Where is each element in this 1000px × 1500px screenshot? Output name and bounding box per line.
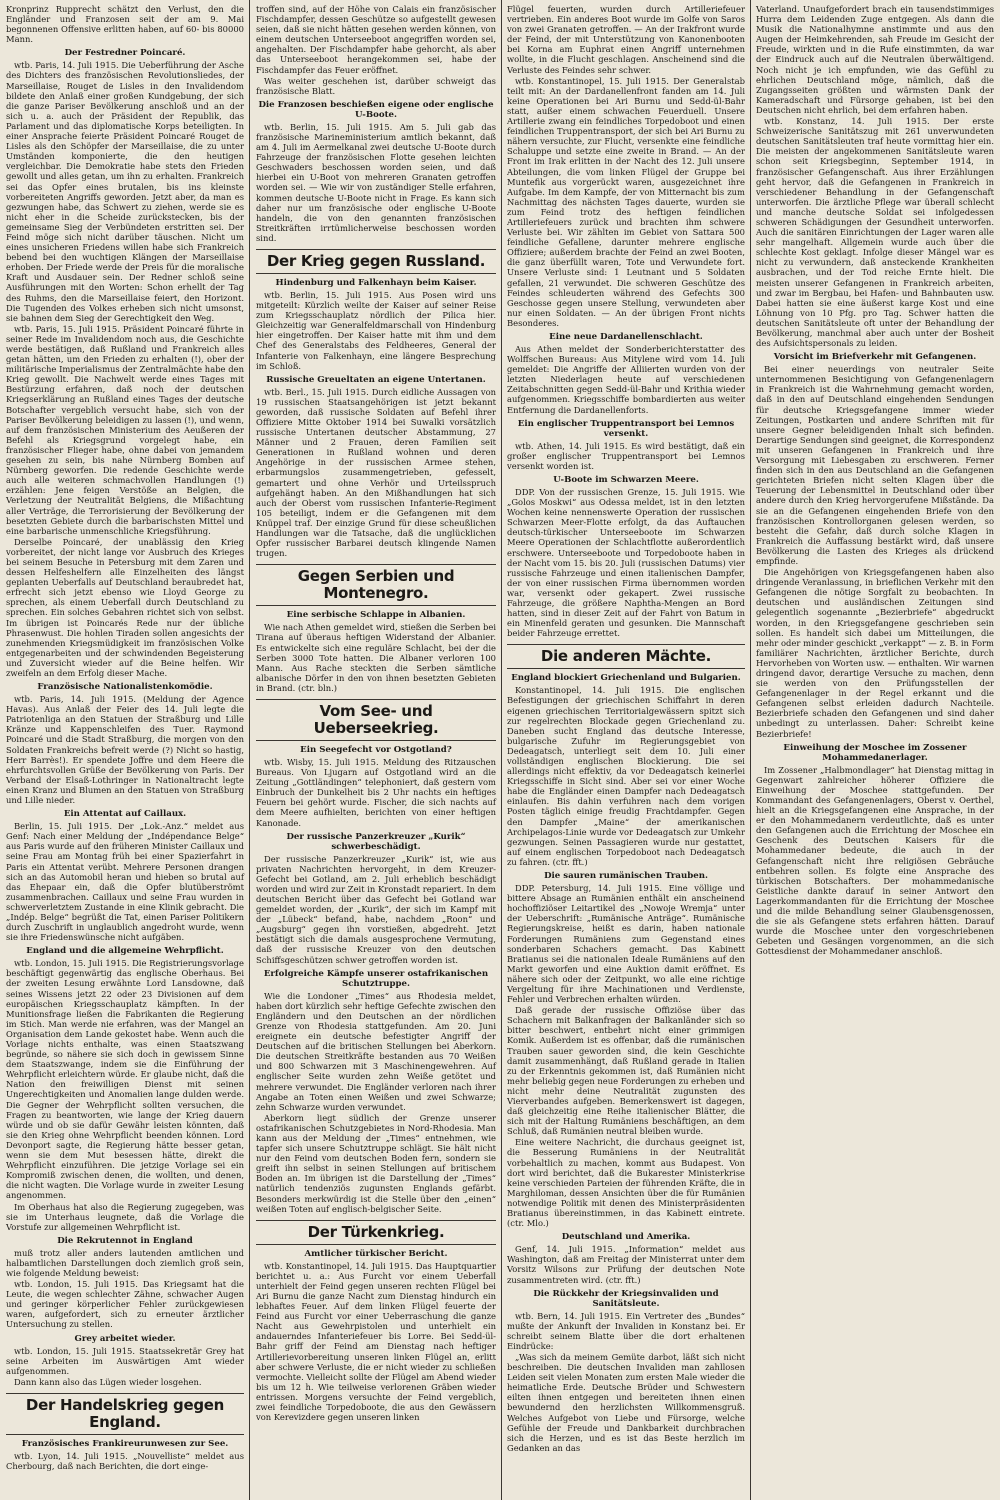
- article-headline: Erfolgreiche Kämpfe unserer ostafrikanischen Schutztruppe.: [263, 968, 489, 989]
- article-headline: U-Boote im Schwarzen Meere.: [553, 474, 699, 485]
- article-paragraph: troffen sind, auf der Höhe von Calais ein französischer Fischdampfer, dessen Geschütze so aufgestellt gewesen seien, daß sie nicht hätten gesehen werden können, von einem deutschen Unterseeboot angegriffen worden sei, angehalten. Der Fischdampfer habe gehorcht, als aber das Unterseeboot herangekommen sei, habe der Fischdampfer das Feuer eröffnet.: [256, 4, 496, 75]
- article-paragraph: wtb. Konstanz, 14. Juli 1915. Der erste Schweizerische Sanitätszug mit 261 unverwundeten deutschen Sanitätsleuten traf heute vormittag hier ein. Die meisten der angekommenen Sanitätsleute waren schon seit Kriegsbeginn, September 1914, in französischer Gefangenschaft. Aus ihrer Erzählungen geht hervor, daß die Gefangenen in Frankreich in verschiedener Behandlung in der Gefangenschaft unterworfen. Die ärztliche Pflege war überall schlecht und manche deutsche Soldat sei infolgedessen schweren Schädigungen der Gesundheit unterworfen. Auch die sanitären Einrichtungen der Lager waren alle sehr mangelhaft. Allgemein wurde auch über die schlechte Kost geklagt. Infolge dieser Mängel war es nicht zu verwundern, daß ansteckende Krankheiten ausbrachen, und der Tod reiche Ernte hielt. Die meisten unserer Gefangenen in Frankreich arbeiten, und zwar im Bergbau, bei Hafen- und Bahnbauten usw. Dabei hatten sie eine äußerst karge Kost und eine Löhnung von 10 Pfg. pro Tag. Schwer hatten die deutschen Sanitätsleute oft unter der Behandlung der Bevölkerung, manchmal aber auch unter der Bosheit des Aufsichtspersonals zu leiden.: [756, 116, 994, 349]
- article-paragraph: Bei einer neuerdings von neutraler Seite unternommenen Besichtigung von Gefangenenlagern in Frankreich ist die Wahrnehmung gemacht worden, daß in den auf Deutschland eingehenden Sendungen für deutsche Kriegsgefangene immer wieder Zeitungen, Postkarten und andere Schriften mit für unsere Gegner beleidigenden Inhalt sich befinden. Derartige Sendungen sind geeignet, die Korrespondenz mit unseren Gefangenen in Frankreich und ihre Versorgung mit Liebesgaben zu erschweren. Ferner finden sich in den aus Deutschland an die Gefangenen gerichteten Briefen nicht selten Klagen über die Teuerung der Lebensmittel in Deutschland oder über andere durch den Krieg hervorgerufene Mißstände. Da sie an die Gefangenen eingehenden Briefe von den französischen Kontrollorganen gelesen werden, so besteht die Gefahr, daß durch solche Klagen in Frankreich die Auffassung bestärkt wird, daß unsere Bevölkerung die Lasten des Krieges als drückend empfinde.: [756, 364, 994, 566]
- section-heading: Vom See- und Ueberseekrieg.: [256, 699, 496, 741]
- article-headline: Grey arbeitet wieder.: [74, 1333, 176, 1344]
- article-paragraph: Im Zossener „Halbmondlager“ hat Dienstag mittag in Gegenwart zahlreicher höherer Offiziere die Einweihung der Moschee stattgefunden. Der Kommandant des Gefangenenlagers, Oberst v. Oerthel, hielt an die Kriegsgefangenen eine Ansprache, in der er den Mohammedanern verdeutlichte, daß es unter den Gefangenen auch die Errichtung der Moschee ein Geschenk des Deutschen Kaisers für die Mohammedaner bedeute, die auch in der Gefangenschaft nicht ihre religiösen Gebräuche entbehren sollen. Es folgte eine Ansprache des türkischen Botschafters. Der mohammedanische Geistliche dankte darauf in seiner Antwort den Lagerkommandanten für die Errichtung der Moschee und die milde Behandlung seiner Glaubensgenossen, die sie als Gefangene stets erfahren hätten. Darauf wurde die Moschee unter den vorgeschriebenen Gebeten und Gesängen vorgenommen, an die sich Gottesdienst der Mohammedaner anschloß.: [756, 764, 994, 957]
- article-paragraph: Die Angehörigen von Kriegsgefangenen haben also dringende Veranlassung, in brieflichen Verkehr mit den Gefangenen die nötige Sorgfalt zu beobachten. In deutschen und ausländischen Zeitungen sind gelegentlich sogenannte „Bezierbriefe“ abgedruckt worden, in den Kriegsgefangene geschrieben sein sollen. Es handelt sich dabei um Mitteilungen, die mehr oder minder geschickt „verkappt“ — z. B. in Form familiärer Nachrichten, ärztlicher Berichte, durch Hervorheben von Worten usw. — enthalten. Wir warnen dringend davor, derartige Versuche zu machen, denn sie werden von den Prüfungsstellen der Gefangenenlager in der Regel erkannt und die Gefangenen selbst erleiden dadurch Nachteile. Bezierbriefe schaden den Gefangenen und sind daher unbedingt zu unterlassen. Daher: Schreibt keine Bezierbriefe!: [756, 567, 994, 739]
- article-paragraph: Eine weitere Nachricht, die durchaus geeignet ist, die Besserung Rumäniens in der Neutralität vorbehaltlich zu machen, kommt aus Budapest. Von dort wird berichtet, daß die Bukarester Ministerkrise keine verschieden Parteien der führenden Kräfte, die in Marghiloman, dessen Ansichten über die für Rumänien notwendige Politik mit denen des Ministerpräsidenten Bratianus übereinstimmen, in das Kabinett eintrete. (ctr. Mlo.): [507, 1137, 745, 1229]
- article-paragraph: wtb. Berl., 15. Juli 1915. Durch eidliche Aussagen von 19 russischen Staatsangehörigen ist jetzt bekannt geworden, daß russische Soldaten auf Befehl ihrer Offiziere Mitte Oktober 1914 bei Suwalki vorsätzlich russische Untertanen deutscher Abstammung, 27 Männer und 2 Frauen, deren Familien seit Generationen in Rußland wohnen und deren Angehörige in der russischen Armee stehen, erbarmungslos zusammengetrieben, gefesselt, gemartert und ohne Verhör und Urteilsspruch aufgehängt haben. An den Mißhandlungen hat sich auch der Oberst vom russischen Infanterie-Regiment 105 beteiligt, indem er die Gefangenen mit dem Knüppel traf. Der einzige Grund für diese scheußlichen Handlungen war die Tatsache, daß die unglücklichen Opfer russischer Barbarei deutsch klingende Namen trugen.: [256, 386, 496, 559]
- article-paragraph: wtb. Paris, 14. Juli 1915. Die Ueberführung der Asche des Dichters des französischen Revolutionsliedes, der Marseillaise, Rouget de Lisles in den Invalidendom bildete den Anlaß einer großen Kundgebung, der sich die ganze Pariser Bevölkerung anschloß und an der sich u. a. auch der Präsident der Republik, das Parlament und das diplomatische Korps beteiligten. In einer Ansprache feierte Präsident Poincaré Rouget de Lisles als den Schöpfer der Marseillaise, die zu unter Umständen komponierte, die den heutigen vergleichbar. Die Demokratie habe stets den Frieden gewollt und alles getan, um ihn zu erhalten. Frankreich sei das Opfer eines brutalen, bis ins kleinste vorbereiteten Angriffs geworden. Jetzt aber, da man es gezwungen habe, das Schwert zu ziehen, werde sie es nicht eher in die Scheide zurückstecken, bis der gemeinsame Sieg der Verbündeten erstritten sei. Der Feind möge sich nicht darüber täuschen. Nicht um eines unsicheren Friedens willen habe sich Frankreich bebend bei den wuchtigen Klängen der Marseillaise erhoben. Der Friede werde der Preis für die moralische Kraft und Ausdauer sein. Der Redner schloß seine Ausführungen mit den Worten: Schon erhellt der Tag des Ruhms, den die Marseillaise feiert, den Horizont. Die Tugenden des Volkes erheben sich nicht umsonst, sie bahnen dem Sieg der Gerechtigkeit den Weg.: [6, 60, 244, 323]
- column-rule: [750, 0, 751, 1500]
- article-headline: Die Rekrutennot in England: [57, 1235, 193, 1246]
- article-headline: Die sauren rumänischen Trauben.: [544, 871, 708, 882]
- article-headline: Ein englischer Truppentransport bei Lemnos versenkt.: [517, 418, 735, 439]
- article-paragraph: Dann kann also das Lügen wieder losgehen.: [14, 1376, 202, 1387]
- article-paragraph: wtb. Berlin, 15. Juli 1915. Aus Posen wird uns mitgeteilt: Kürzlich weilte der Kaiser auf seiner Reise zum Kriegsschauplatz nördlich der Pilica hier. Gleichzeitig war Generalfeldmarschall von Hindenburg hier eingetroffen. Der Kaiser hatte mit ihm und dem Chef des Generalstabs des Feldheeres, General der Infanterie von Falkenhayn, eine längere Besprechung im Schloß.: [256, 289, 496, 371]
- article-paragraph: wtb. Athen, 14. Juli 1915. Es wird bestätigt, daß ein großer englischer Truppentransport bei Lemnos versenkt worden ist.: [507, 440, 745, 471]
- column-rule: [249, 0, 250, 1500]
- section-heading: Der Krieg gegen Russland.: [256, 249, 496, 274]
- article-headline: Der russische Panzerkreuzer „Kurik“ schwerbeschädigt.: [286, 831, 466, 852]
- article-paragraph: Der russische Panzerkreuzer „Kurik“ ist, wie aus privaten Nachrichten hervorgeht, in dem Kreuzer-Gefecht bei Gotland, am 2. Juli erheblich beschädigt worden und wird zur Zeit in Kronstadt repariert. In dem deutschen Bericht über das Gefecht bei Gotland war gemeldet worden, der „Kurik“, der sich im Kampf mit der „Lübeck“ befand, habe, nachdem „Roon“ und „Augsburg“ gegen ihn vorstießen, abgedreht. Jetzt bestätigt sich die damals ausgesprochene Vermutung, daß der russische Kreuzer von den deutschen Schiffsgeschützen schwer getroffen worden ist.: [256, 853, 496, 965]
- article-paragraph: wtb. London, 15. Juli 1915. Das Kriegsamt hat die Leute, die wegen schlechter Zähne, schwacher Augen und geringer körperlicher Fehler zurückgewiesen waren, aufgefordert, sich zu erneuter ärztlicher Untersuchung zu stellen.: [6, 1279, 244, 1330]
- article-headline: England und die allgemeine Wehrpflicht.: [26, 946, 224, 957]
- article-paragraph: Genf, 14. Juli 1915. „Information“ meldet aus Washington, daß am Freitag der Ministerrat unter dem Vorsitz Wilsons zur Prüfung der deutschen Note zusammentreten wird. (ctr. fft.): [507, 1244, 745, 1285]
- article-paragraph: muß trotz aller anders lautenden amtlichen und halbamtlichen Darstellungen doch ziemlich groß sein, wie folgende Meldung beweist:: [6, 1247, 244, 1278]
- article-paragraph: wtb. Bern, 14. Juli 1915. Ein Vertreter des „Bundes“ mußte der Ankunft der Invaliden in Konstanz bei. Er schreibt seinem Blatte über die dort erhaltenen Eindrücke:: [507, 1310, 745, 1351]
- article-headline: Französische Nationalistenkomödie.: [37, 682, 213, 693]
- article-headline: England blockiert Griechenland und Bulgarien.: [511, 673, 741, 684]
- article-paragraph: wtb. London, 15. Juli 1915. Die Registrierungsvorlage beschäftigt gegenwärtig das englische Oberhaus. Bei der zweiten Lesung erwähnte Lord Lansdowne, daß seines Wissens jetzt 22 oder 23 Divisionen auf dem europäischen Kriegsschauplatz kämpften. In der Munitionsfrage ließen die Fabrikanten die Regierung im Stich. Man werde nie erfahren, was der Mangel an Organisation dem Lande gekostet habe. Wenn auch die Vorlage nichts enthalte, was einen Staatszwang begründe, so nähere sie sich doch in gewissem Sinne dem Staatszwange, indem sie die Einführung der Wehrpflicht erleichtern würde. Er glaube nicht, daß die Nation den freiwilligen Dienst mit seinen Ungerechtigkeiten und Anomalien lange dulden werde. Die Gegner der Wehrpflicht sollten versuchen, die Fragen zu beantworten, wie lange der Krieg dauern würde und ob sie dafür Gewähr leisten könnten, daß sie den Krieg ohne Wehrpflicht beenden können. Lord Devonport sagte, die Regierung hätte besser getan, wenn sie dem Mut besessen hätte, direkt die Wehrpflicht einzuführen. Die jetzige Vorlage sei ein Kompromiß zwischen denen, die wollten, und denen, die nicht wagten. Die Vorlage wurde in zweiter Lesung angenommen.: [6, 958, 244, 1201]
- article-paragraph: wtb. Lyon, 14. Juli 1915. „Nouvelliste“ meldet aus Cherbourg, daß nach Berichten, die dort einge-: [6, 1450, 244, 1471]
- article-paragraph: Konstantinopel, 14. Juli 1915. Die englischen Befestigungen der griechischen Schiffahrt in deren eigenen griechischen Territorialgewässern spitzt sich zur regelrechten Blockade gegen Griechenland zu. Daneben sucht England das deutsche Interesse, bulgarische Zufuhr im Regierungsgebiet von Dedeagatsch, unterliegt seit dem 10. Juli einer vollständigen englischen Blockierung. Die sei allerdings nicht effektiv, da vor Dedeagatsch keinerlei Kriegsschiffe in Sicht sind. Aber sei vor einer Woche habe die Engländer einen Dampfer nach Dedeagatsch einlaufen. Bis dahin verfuhren nach dem vorigen Posten täglich einige freudig Frachtdampfer. Gegen den Dampfer „Maine“ der amerikanischen Archipelagos-Linie wurde vor Dedeagatsch zur Umkehr gezwungen. Seinen Passagieren wurde nur gestattet, auf einem englischen Torpedoboot nach Dedeagatsch zu fahren. (ctr. fft.): [507, 685, 745, 867]
- article-paragraph: wtb. Konstantinopel, 15. Juli 1915. Der Generalstab teilt mit: An der Dardanellenfront fanden am 14. Juli keine Operationen bei Ari Burnu und Sedd-ül-Bahr statt, außer einem schwachen Feuerduell. Unsere Artillerie zwang ein feindliches Torpedoboot und einen feindlichen Truppentransport, der sich bei Ari Burnu zu nähern versuchte, zur Flucht, versenkte eine feindliche Schaluppe und setzte eine zweite in Brand. — An der Front im Irak erlitten in der Nacht des 12. Juli unsere Abteilungen, die vom linken Flügel der Gruppe bei Muntefik aus vorgerückt waren, ausgezeichnet ihre Aufgabe. Im dem Kampfe, der von Mitternacht bis zum Nachmittag des nächsten Tages dauerte, wurden sie zum Feind trotz des heftigen feindlichen Artilleriefeuers zurück und brachten ihm schwere Verluste bei. Wir zählten im Gebiet von Sattara 500 feindliche Gefallene, darunter mehrere englische Offiziere; außerdem brachte der Feind an zwei Booten, die ganz überfüllt waren, Tote und Verwundete fort. Unsere Verluste sind: 1 Leutnant und 5 Soldaten gefallen, 21 verwundet. Die schweren Geschütze des Feindes schleuderten während des Gefechts 300 Geschosse gegen unsere Stellung, verwundeten aber nur einen Soldaten. — An der übrigen Front nichts Besonderes.: [507, 75, 745, 328]
- article-headline: Ein Attentat auf Caillaux.: [63, 809, 187, 820]
- column-3: [503, 0, 749, 1500]
- article-headline: Einweihung der Moschee im Zossener Mohammedanerlager.: [783, 742, 967, 763]
- article-paragraph: Was weiter geschehen ist, darüber schweigt das französische Blatt.: [256, 75, 496, 96]
- article-headline: Russische Greueltaten an eigene Untertanen.: [266, 374, 486, 385]
- section-heading: Die anderen Mächte.: [507, 644, 745, 669]
- article-paragraph: wtb. Paris, 14. Juli 1915. (Meldung der Agence Havas). Aus Anlaß der Feier des 14. Juli legte die Patriotenliga an den Statuen der Straßburg und Lille Kränze und Kappenschleifen des Tuer. Raymond Poincaré und die Stadt Straßburg, die morgen von den Soldaten Frankreichs befreit werde (?) Nicht so hastig, Herr Barrès!). Er spendete Joffre und dem Heere die ehrfurchtsvollen Grüße der Bevölkerung von Paris. Der Verband der Elsaß-Lothringer in Nationaltracht legte einen Kranz und Blumen an den Statuen von Straßburg und Lille nieder.: [6, 694, 244, 806]
- article-headline: Die Franzosen beschießen eigene oder englische U-Boote.: [258, 99, 494, 120]
- article-headline: Die Rückkehr der Kriegsinvaliden und Sanitätsleute.: [533, 1288, 719, 1309]
- article-paragraph: wtb. Konstantinopel, 14. Juli 1915. Das Hauptquartier berichtet u. a.: Aus Furcht vor einem Ueberfall unterhielt der Feind gegen unseren rechten Flügel bei Ari Burnu die ganze Nacht zum Dienstag hindurch ein lebhaftes Feuer. Auf dem linken Flügel feuerte der Feind aus Furcht vor einer Ueberraschung die ganze Nacht aus Gewehrpistolen und unterhielt ein andauerndes Infanteriefeuer bis Lorre. Bei Sedd-ül-Bahr griff der Feind am Dienstag nach heftiger Artillerievorbereitung unseren linken Flügel an, erlitt aber schwere Verluste, die er nicht wieder zu schließen vermochte. Vielleicht sollte der Flügel am Abend wieder bis um 12 h. Wie teilweise verlorenen Gräben wieder entrissen. Morgens versuchte der Feind vergeblich, zwei feindliche Torpedoboote, die aus den Gewässern von Kerevizdere gegen unseren linken: [256, 1260, 496, 1423]
- article-paragraph: wtb. Paris, 15. Juli 1915. Präsident Poincaré führte in seiner Rede im Invalidendom noch aus, die Geschichte werde bestätigen, daß Rußland und Frankreich alles getan hätten, um den Frieden zu erhalten (!), ober der militärische Imperialismus der Zentralmächte habe den Krieg gewollt. Die Nachwelt werde eines Tages mit Bestürzung erfahren, daß noch der deutschen Kriegserklärung an Rußland eines Tages der deutsche Botschafter vergeblich versucht habe, sich von der Pariser Bevölkerung beleidigen zu lassen (!), und wenn, auf dem französischen Ministerium des Aeußeren der Befehl als Kriegsgrund vorgelegt habe, ein französischer Flieger habe, ohne dabei von jemandem gesehen zu sein, bis nahe Nürnberg Bomben auf Nürnberg geworfen. Die redende Geschichte werde auch alle weiteren schmachvollen Handlungen (!) erzählen: Jene feigen Verstöße an Belgien, die Verletzung der Neutralität Belgiens, die Mißachtung aller Verträge, die Terrorisierung der Bevölkerung der besetzten Gebiete durch die barbarischsten Mittel und eine barbarische unmenschliche Kriegsführung.: [6, 323, 244, 536]
- article-paragraph: Wie die Londoner „Times“ aus Rhodesia meldet, haben dort kürzlich sehr heftige Gefechte zwischen den Engländern und den Deutschen an der nördlichen Grenze von Rhodesia stattgefunden. Am 20. Juni ereignete ein deutsche befestigter Angriff der Deutschen auf die britischen Stellungen bei Aberkorn. Die deutschen Streitkräfte bestanden aus 70 Weißen und 800 Schwarzen mit 3 Maschinengewehren. Auf englischer Seite wurden zehn Weiße getötet und mehrere verwundet. Die Engländer verloren nach ihrer Angabe an Toten einen Weißen und zwei Schwarze; zehn Schwarze wurden verwundet.: [256, 990, 496, 1112]
- column-rule: [501, 0, 502, 1500]
- column-4: [752, 0, 998, 1500]
- article-headline: Deutschland und Amerika.: [561, 1232, 691, 1243]
- article-paragraph: Flügel feuerten, wurden durch Artilleriefeuer vertrieben. Ein anderes Boot wurde im Golfe von Saros von zwei Granaten getroffen. — An der Irakfront wurde der Feind, der mit Unterstützung von Kanonenbooten bei Korna am Euphrat einen Angriff unternehmen wollte, in die Flucht geschlagen. Anscheinend sind die Verluste des Feindes sehr schwer.: [507, 4, 745, 75]
- article-headline: Amtlicher türkischer Bericht.: [304, 1248, 448, 1259]
- column-1: [2, 0, 248, 1500]
- article-paragraph: Im Oberhaus hat also die Regierung zugegeben, was sie im Unterhaus leugnete, daß die Vorlage die Vorstufe zur allgemeinen Wehrpflicht ist.: [6, 1201, 244, 1232]
- article-headline: Eine neue Dardanellenschlacht.: [549, 332, 703, 342]
- article-paragraph: wtb. Wisby, 15. Juli 1915. Meldung des Ritzauschen Bureaus. Von Ljugarn auf Ostgotland wird an die Zeitung „Gottländingen“ telephoniert, daß gestern vom Einbruch der Dunkelheit bis 2 Uhr nachts ein heftiges Feuern bei gehört wurde. Fischer, die sich nachts auf dem Meere aufhielten, berichten von einer heftigen Kanonade.: [256, 756, 496, 828]
- article-paragraph: Vaterland. Unaufgefordert brach ein tausendstimmiges Hurra dem Leidenden Zuge entgegen. Als dann die Musik die Nationalhymne anstimmte und aus den Augen der Heimkehrenden, sah Freude im Gesicht der Freude, wirkten und in die Rufe einstimmten, da war der Eindruck auch auf die Neutralen überwältigend. Noch nicht je ich empfunden, wie das Gefühl zu ehrlichen Deutschland möge, nämlich, daß die Zugangsseiten größten und wärmsten Dank der Kameradschaft und Fürsorge gehaben, ist bei den Deutschen nicht ehrlich, bei dem erfahren haben.: [756, 4, 994, 115]
- article-paragraph: DDP. Petersburg, 14. Juli 1915. Eine völlige und bittere Absage an Rumänien enthält ein anscheinend hochoffiziöser Leitartikel des „Nowoje Wremja“ unter der Ueberschrift: „Rumänische Anträge“. Rumänische Regierungskreise, heißt es darin, haben nationale Forderungen Rumäniens zum Gegenstand eines sonderbaren Schachers gemacht. Das Kabinett Bratianus sei die nationalen Ideale Rumäniens auf den Markt geworfen und eine Auktion damit eröffnet. Es nähere sich oder der Zeitpunkt, wo alle eine richtige Vergeltung für ihre Machinationen und Verdienste, Fehler und Verbrechen erhalten würden.: [507, 883, 745, 1005]
- article-headline: Eine serbische Schlappe in Albanien.: [286, 610, 466, 621]
- article-paragraph: Daß gerade der russische Offiziöse über das Schachern mit Balkanfragen der Balkanländer sich so bitter beschwert, entbehrt nicht einer grimmigen Komik. Außerdem ist es offenbar, daß die rumänischen Trauben sauer geworden sind, die kein Geschichte damit zusammenhängt, daß Rußland gerade in Italien zu der Erkenntnis gekommen ist, daß Rumänien nicht mehr beliebig gegen neue Forderungen zu erheben und nicht mehr deine Neutralität zugunsten des Vierverbandes aufgeben. Bemerkenswert ist dagegen, daß gleichzeitig eine Reihe italienischer Blätter, die sich mit der Haltung Rumäniens beschäftigen, an dem Schluß, daß Rumänien neutral bleiben wurde.: [507, 1005, 745, 1137]
- article-paragraph: „Was sich da meinem Gemüte darbot, läßt sich nicht beschreiben. Die deutschen Invaliden man zahllosen Leiden seit vielen Monaten zum ersten Male wieder die heimatliche Erde. Deutsche Brüder und Schwestern eilten ihnen entgegen und bereiteten ihnen einen bewundernd den herzlichsten Willkommensgruß. Welches Aufgebot von Liebe und Fürsorge, welche Gefühle der Freude und Dankbarkeit durchbrachen sich die Herzen, und es ist das Beste herzlich im Gedanken an das: [507, 1351, 745, 1453]
- article-paragraph: DDP. Von der russischen Grenze, 15. Juli 1915. Wie „Golos Moskwi“ aus Odessa meldet, ist in den letzten Wochen keine nennenswerte Operation der russischen Schwarzen Meer-Flotte erfolgt, da das Auftauchen deutsch-türkischer Unterseeboote im Schwarzen Meere Operationen der Schlachtflotte außerordentlich erschwere. Unterseeboote und Torpedoboote haben in der Nacht vom 15. bis 20. Juli (russischen Datums) vier russische Fahrzeuge und einen italienischen Dampfer, der von einer russischen Firma übernommen worden war, versenkt oder gekapert. Zwei russische Fahrzeuge, die größere Naphtha-Mengen an Bord hatten, sind in dieser Zeit auf der Fahrt von Batum in ein Minenfeld geraten und gesunken. Die Mannschaft beider Fahrzeuge errettet.: [507, 486, 745, 639]
- article-headline: Der Festredner Poincaré.: [64, 48, 186, 59]
- article-headline: Ein Seegefecht vor Ostgotland?: [300, 744, 452, 755]
- article-headline: Hindenburg und Falkenhayn beim Kaiser.: [275, 277, 477, 288]
- section-heading: Der Türkenkrieg.: [256, 1220, 496, 1245]
- article-paragraph: Aberkorn liegt südlich der Grenze unserer ostafrikanischen Schutzgebietes in Nord-Rhodesia. Man kann aus der Meldung der „Times“ entnehmen, wie tapfer sich unsere Schutztruppe schlägt. Sie hält nicht nur den Feind vom deutschen Boden fern, sondern sie greift ihn selbst in seinen Stellungen auf britischem Boden an. Im übrigen ist die Darstellung der „Times“ natürlich tendenziös zugunsten Englands gefärbt. Besonders merkwürdig ist die Stelle über den „einen“ weißen Toten auf englisch-belgischer Seite.: [256, 1112, 496, 1214]
- article-paragraph: wtb. Berlin, 15. Juli 1915. Am 5. Juli gab das französische Marineministerium amtlich bekannt, daß am 4. Juli im Aermelkanal zwei deutsche U-Boote durch Fahrzeuge der französischen Flotte gesehen leichten Geschwaders beschossen worden seien, und daß hierbei ein U-Boot von mehreren Granaten getroffen worden sei. — Wie wir von zuständiger Stelle erfahren, kommen deutsche U-Boote nicht in Frage. Es kann sich daher nur um französische oder englische U-Boote handeln, die von den genannten französischen Streitkräften irrtümlicherweise beschossen worden sind.: [256, 121, 496, 243]
- section-heading: Der Handelskrieg gegen England.: [6, 1393, 244, 1435]
- article-headline: Vorsicht im Briefverkehr mit Gefangenen.: [773, 352, 977, 363]
- section-heading: Gegen Serbien und Montenegro.: [256, 564, 496, 606]
- article-paragraph: wtb. London, 15. Juli 1915. Staatssekretär Grey hat seine Arbeiten im Auswärtigen Amt wieder aufgenommen.: [6, 1345, 244, 1376]
- article-paragraph: Derselbe Poincaré, der unablässig den Krieg vorbereitet, der nicht lange vor Ausbruch des Krieges bei seinem Besuche in Petersburg mit dem Zaren und dessen Helfeshelfern alle Einzelheiten des längst geplanten Ueberfalls auf Deutschland beraubredet hat, erfrecht sich jetzt ebenso wie Lloyd George zu sprechen, als einem Ueberfall durch Deutschland zu sprechen. Ein solches Gebahren richtet sich von selbst. Im übrigen ist Poincarés Rede nur der übliche Phrasenwust. Die hohlen Tiraden sollen angesichts der zunehmenden Kriegsmüdigkeit im französischen Volke entgegenarbeiten und der schwindenden Begeisterung und Zuversicht wieder auf die Beine helfen. Wir zweifeln an dem Erfolg dieser Mache.: [6, 536, 244, 678]
- article-paragraph: Kronprinz Rupprecht schätzt den Verlust, den die Engländer und Franzosen seit der am 9. Mai begonnenen Offensive erlitten haben, auf 60- bis 80000 Mann.: [6, 4, 244, 45]
- article-paragraph: Berlin, 15. Juli 1915. Der „Lok.-Anz.“ meldet aus Genf: Nach einer Meldung der „Indépendance Belge“ aus Paris wurde auf den früheren Minister Caillaux und seine Frau am Montag früh bei einer Spazierfahrt in Paris ein Attentat verübt. Mehrere Personen drangen sich an das Automobil heran und hieben so brutal auf das Ehepaar ein, daß die Opfer blutüberströmt zusammenbrachen. Caillaux und seine Frau wurden in schwerverletztem Zustande in eine Klinik gebracht. Die „Indép. Belge“ begrüßt die Tat, einen Pariser Politikern durch Zuschrift in unglaublich angedroht wurde, wenn sie ihre Friedenswünsche nicht aufgäben.: [6, 821, 244, 943]
- column-2: [252, 0, 500, 1500]
- article-paragraph: Aus Athen meldet der Sonderberichterstatter des Wolffschen Bureaus: Aus Mitylene wird vom 14. Juli gemeldet: Die Angriffe der Alliierten wurden von der letzten Niederlagen heute auf verschiedenen Zeitabschnitten gegen Sedd-ül-Bahr und Krithia wieder aufgenommen. Kriegsschiffe bombardierten aus weiter Entfernung die Dardanellenforts.: [507, 344, 745, 415]
- article-headline: Französisches Frankireurunwesen zur See.: [21, 1438, 229, 1449]
- article-paragraph: Wie nach Athen gemeldet wird, stießen die Serben bei Tirana auf überaus heftigen Widerstand der Albanier. Es entwickelte sich eine reguläre Schlacht, bei der die Serben 3000 Tote hatten. Die Albaner verloren 100 Mann. Aus Rache steckten die Serben sämtliche albanische Dörfer in den von ihnen besetzten Gebieten in Brand. (ctr. bln.): [256, 622, 496, 693]
